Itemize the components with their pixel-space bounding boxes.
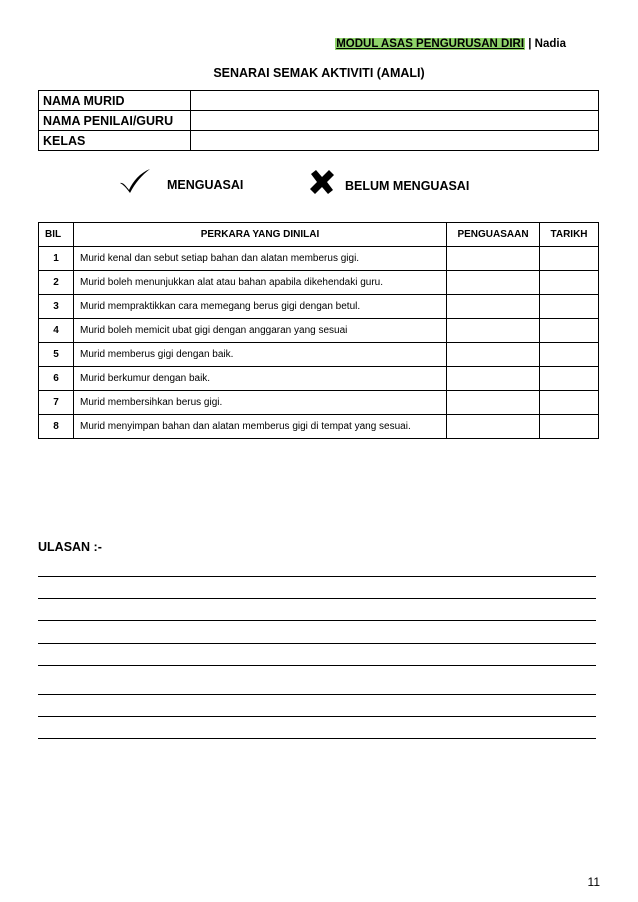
legend-mastered-label: MENGUASAI (167, 178, 244, 192)
date-cell[interactable] (540, 319, 599, 343)
info-label: NAMA MURID (39, 91, 191, 111)
student-info-table (38, 90, 599, 151)
row-item-text: Murid boleh memicit ubat gigi dengan anggaran yang sesuai (74, 319, 447, 343)
assessor-name-field[interactable] (191, 111, 599, 131)
check-mark-icon (118, 168, 152, 194)
row-number: 5 (39, 343, 74, 367)
info-label: KELAS (39, 131, 191, 151)
column-header-bil: BIL (39, 223, 74, 247)
header-separator: | (528, 38, 532, 50)
module-title: MODUL ASAS PENGURUSAN DIRI (336, 38, 525, 50)
row-number: 1 (39, 247, 74, 271)
class-field[interactable] (191, 131, 599, 151)
comment-line[interactable] (38, 620, 596, 621)
page-number: 11 (587, 875, 600, 889)
column-header-date: TARIKH (540, 223, 599, 247)
row-item-text: Murid memberus gigi dengan baik. (74, 343, 447, 367)
mastery-cell[interactable] (447, 343, 540, 367)
row-item-text: Murid membersihkan berus gigi. (74, 391, 447, 415)
legend-mastered (118, 168, 243, 194)
mastery-cell[interactable] (447, 247, 540, 271)
info-row-class (39, 131, 599, 151)
date-cell[interactable] (540, 391, 599, 415)
column-header-mastery: PENGUASAAN (447, 223, 540, 247)
row-number: 2 (39, 271, 74, 295)
page-header (335, 38, 566, 50)
table-row (39, 295, 599, 319)
row-number: 8 (39, 415, 74, 439)
table-row (39, 391, 599, 415)
comment-line[interactable] (38, 665, 596, 666)
info-row-assessor (39, 111, 599, 131)
row-number: 7 (39, 391, 74, 415)
column-header-item: PERKARA YANG DINILAI (74, 223, 447, 247)
row-item-text: Murid mempraktikkan cara memegang berus gigi dengan betul. (74, 295, 447, 319)
row-number: 4 (39, 319, 74, 343)
table-row (39, 367, 599, 391)
mastery-cell[interactable] (447, 271, 540, 295)
row-item-text: Murid berkumur dengan baik. (74, 367, 447, 391)
student-name-field[interactable] (191, 91, 599, 111)
date-cell[interactable] (540, 295, 599, 319)
legend (0, 168, 638, 204)
row-item-text: Murid menyimpan bahan dan alatan memberus gigi di tempat yang sesuai. (74, 415, 447, 439)
checklist-table (38, 222, 599, 439)
date-cell[interactable] (540, 343, 599, 367)
checklist-header-row (39, 223, 599, 247)
info-row-student-name (39, 91, 599, 111)
mastery-cell[interactable] (447, 295, 540, 319)
date-cell[interactable] (540, 247, 599, 271)
table-row (39, 271, 599, 295)
page-title: SENARAI SEMAK AKTIVITI (AMALI) (213, 66, 425, 80)
legend-not-mastered (308, 168, 469, 196)
table-row (39, 415, 599, 439)
row-number: 6 (39, 367, 74, 391)
info-label: NAMA PENILAI/GURU (39, 111, 191, 131)
comment-line[interactable] (38, 738, 596, 739)
comments-label: ULASAN :- (38, 540, 102, 554)
comment-line[interactable] (38, 643, 596, 644)
date-cell[interactable] (540, 415, 599, 439)
table-row (39, 343, 599, 367)
comment-line[interactable] (38, 694, 596, 695)
comment-line[interactable] (38, 716, 596, 717)
comment-line[interactable] (38, 576, 596, 577)
mastery-cell[interactable] (447, 367, 540, 391)
legend-not-mastered-label: BELUM MENGUASAI (345, 179, 470, 193)
comment-line[interactable] (38, 598, 596, 599)
table-row (39, 319, 599, 343)
author-name: Nadia (534, 38, 566, 50)
date-cell[interactable] (540, 271, 599, 295)
date-cell[interactable] (540, 367, 599, 391)
mastery-cell[interactable] (447, 415, 540, 439)
cross-mark-icon (308, 168, 336, 196)
row-item-text: Murid boleh menunjukkan alat atau bahan apabila dikehendaki guru. (74, 271, 447, 295)
row-number: 3 (39, 295, 74, 319)
table-row (39, 247, 599, 271)
mastery-cell[interactable] (447, 319, 540, 343)
mastery-cell[interactable] (447, 391, 540, 415)
row-item-text: Murid kenal dan sebut setiap bahan dan alatan memberus gigi. (74, 247, 447, 271)
